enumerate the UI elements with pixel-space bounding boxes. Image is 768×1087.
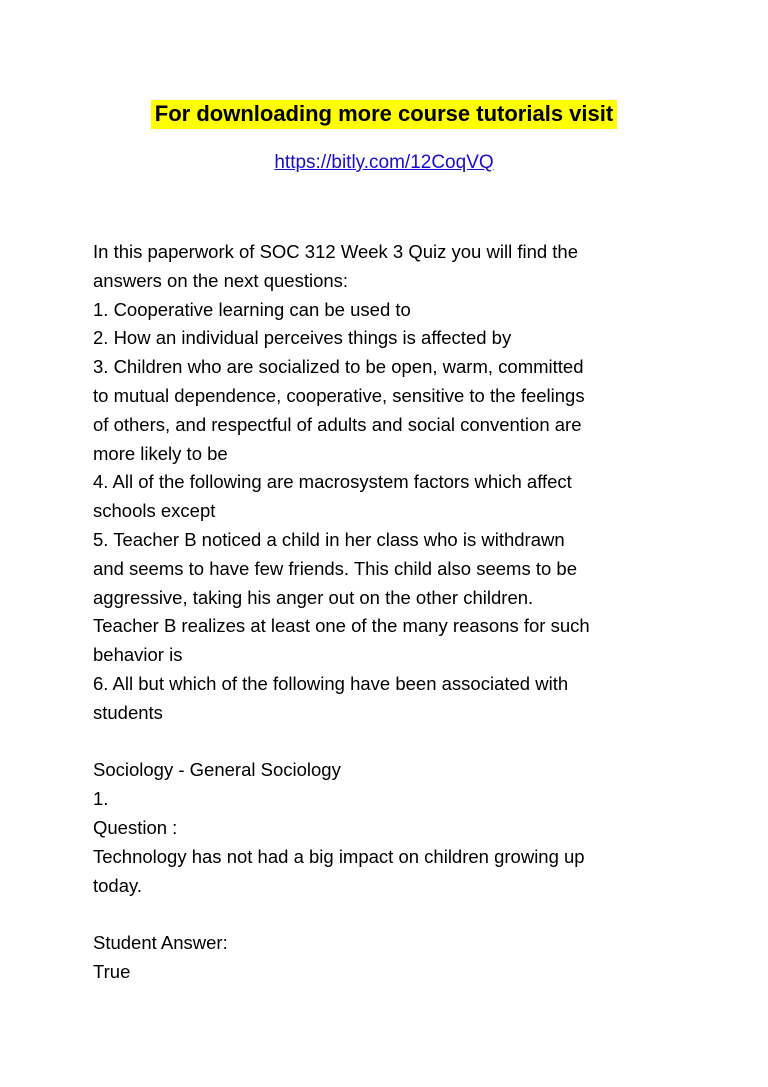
question-label: Question : [93, 816, 178, 838]
question-list-item: 6. All but which of the following have been associated with [93, 672, 569, 694]
question-list-item: students [93, 701, 163, 723]
promo-heading-text: For downloading more course tutorials visit [151, 100, 617, 129]
student-answer-label: Student Answer: [93, 932, 228, 954]
promo-heading [0, 97, 768, 134]
question-list-item: 1. Cooperative learning can be used to [93, 298, 411, 320]
question-list-item: to mutual dependence, cooperative, sensitive to the feelings [93, 384, 585, 406]
question-list-item: 4. All of the following are macrosystem factors which affect [93, 471, 572, 493]
question-list-item: and seems to have few friends. This child also seems to be [93, 557, 577, 579]
question-list-item: more likely to be [93, 442, 228, 464]
spacer [93, 728, 693, 757]
document-body [93, 238, 693, 987]
question-list-item: 3. Children who are socialized to be open, warm, committed [93, 356, 584, 378]
question-list-item: of others, and respectful of adults and social convention are [93, 413, 582, 435]
question-list-item: 2. How an individual perceives things is affected by [93, 327, 512, 349]
question-text: today. [93, 874, 143, 896]
promo-link[interactable]: https://bitly.com/12CoqVQ [274, 152, 494, 173]
spacer [93, 900, 693, 929]
question-list-item: behavior is [93, 644, 183, 666]
category-label: Sociology - General Sociology [93, 759, 341, 781]
question-list-item: Teacher B realizes at least one of the many reasons for such [93, 615, 590, 637]
promo-link-row [0, 150, 768, 176]
question-text: Technology has not had a big impact on children growing up [93, 845, 585, 867]
question-list-item: 5. Teacher B noticed a child in her class who is withdrawn [93, 528, 565, 550]
question-number: 1. [93, 788, 109, 810]
student-answer-value: True [93, 960, 131, 982]
intro-line: answers on the next questions: [93, 269, 349, 291]
question-list-item: schools except [93, 500, 216, 522]
intro-line: In this paperwork of SOC 312 Week 3 Quiz you will find the [93, 241, 579, 262]
question-list-item: aggressive, taking his anger out on the other children. [93, 586, 534, 608]
